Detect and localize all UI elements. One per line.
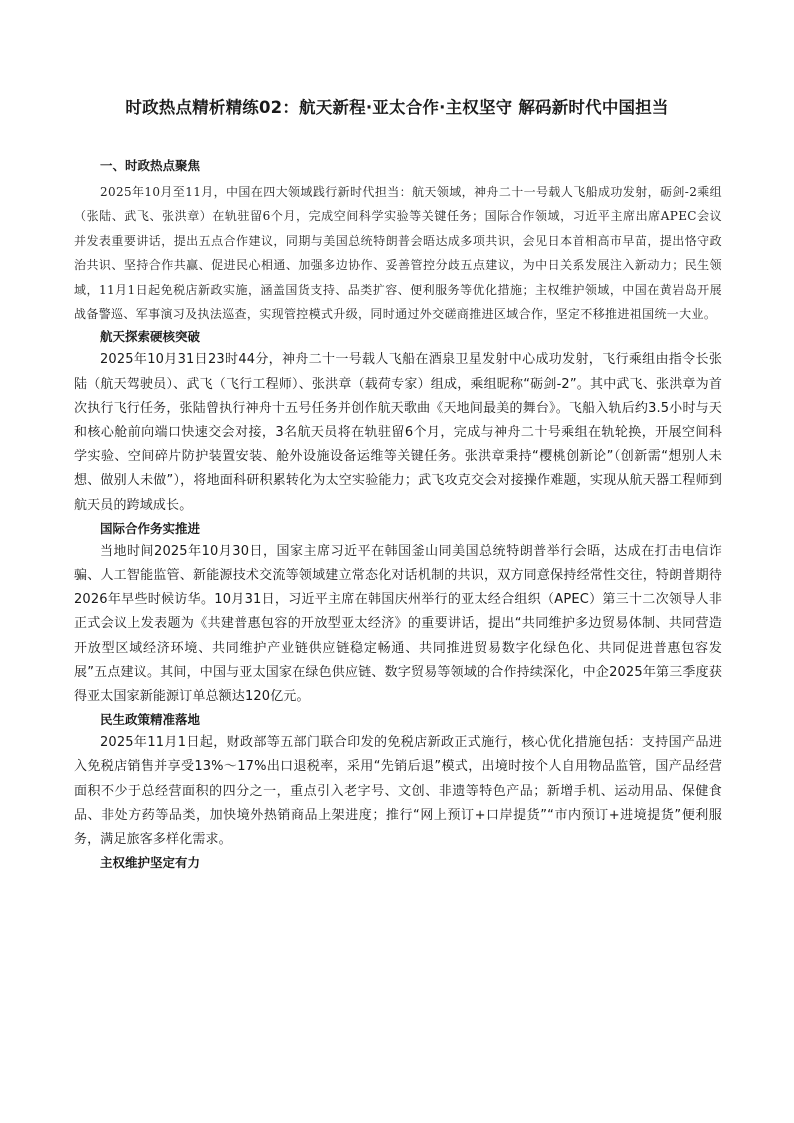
overview-paragraph: 2025年10月至11月，中国在四大领域践行新时代担当：航天领域，神舟二十一号载人飞船成功发射，砺剑-2乘组（张陆、武飞、张洪章）在轨驻留6个月，完成空间科学实验等关键任务；国际合作领域，习近平主席出席APEC会议并发表重要讲话，提出五点合作建议，同期与美国总统特朗普会晤达成多项共识，会见日本首相高市早苗，提出恪守政治共识、坚持合作共赢、促进民心相通、加强多边协作、妥善管控分歧五点建议，为中日关系发展注入新动力；民生领域，11月1日起免税店新政实施，涵盖国货支持、品类扩容、便利服务等优化措施；主权维护领域，中国在黄岩岛开展战备警巡、军事演习及执法巡查，实现管控模式升级，同时通过外交磋商推进区域合作，坚定不移推进祖国统一大业。 [74,185,722,322]
livelihood-paragraph: 2025年11月1日起，财政部等五部门联合印发的免税店新政正式施行，核心优化措施包括：支持国产品进入免税店销售并享受13%～17%出口退税率，采用“先销后退”模式，出境时按个人自用物品监管，国产品经营面积不少于总经营面积的四分之一，重点引入老字号、文创、非遗等特色产品；新增手机、运动用品、保健食品、非处方药等品类，加快境外热销商品上架进度；推行“网上预订+口岸提货”“市内预订+进境提货”便利服务，满足旅客多样化需求。 [74,735,722,848]
subheading-space: 航天探索硬核突破 [100,329,201,345]
document-body [74,156,722,874]
international-paragraph: 当地时间2025年10月30日，国家主席习近平在韩国釜山同美国总统特朗普举行会晤，达成在打击电信诈骗、人工智能监管、新能源技术交流等领域建立常态化对话机制的共识，双方同意保持经常性交往，特朗普期待2026年早些时候访华。10月31日，习近平主席在韩国庆州举行的亚太经合组织（APEC）第三十二次领导人非正式会议上发表题为《共建普惠包容的开放型亚太经济》的重要讲话，提出“共同维护多边贸易体制、共同营造开放型区域经济环境、共同维护产业链供应链稳定畅通、共同推进贸易数字化绿色化、共同促进普惠包容发展”五点建议。其间，中国与亚太国家在绿色供应链、数字贸易等领域的合作持续深化，中企2025年第三季度获得亚太国家新能源订单总额达120亿元。 [74,543,722,705]
subheading-sovereignty: 主权维护坚定有力 [100,855,201,871]
section-heading: 一、时政热点聚焦 [100,158,201,173]
subheading-international: 国际合作务实推进 [100,520,201,536]
page-title: 时政热点精析精练02：航天新程·亚太合作·主权坚守 解码新时代中国担当 [125,98,669,117]
subheading-livelihood: 民生政策精准落地 [100,712,201,728]
space-paragraph: 2025年10月31日23时44分，神舟二十一号载人飞船在酒泉卫星发射中心成功发射，飞行乘组由指令长张陆（航天驾驶员）、武飞（飞行工程师）、张洪章（载荷专家）组成，乘组昵称“砺剑-2”。其中武飞、张洪章为首次执行飞行任务，张陆曾执行神舟十五号任务并创作航天歌曲《天地间最美的舞台》。飞船入轨后约3.5小时与天和核心舱前向端口快速交会对接，3名航天员将在轨驻留6个月，完成与神舟二十号乘组在轨轮换，开展空间科学实验、空间碎片防护装置安装、舱外设施设备运维等关键任务。张洪章秉持“樱桃创新论”（创新需“想别人未想、做别人未做”），将地面科研积累转化为太空实验能力；武飞攻克交会对接操作难题，实现从航天器工程师到航天员的跨域成长。 [74,352,722,513]
